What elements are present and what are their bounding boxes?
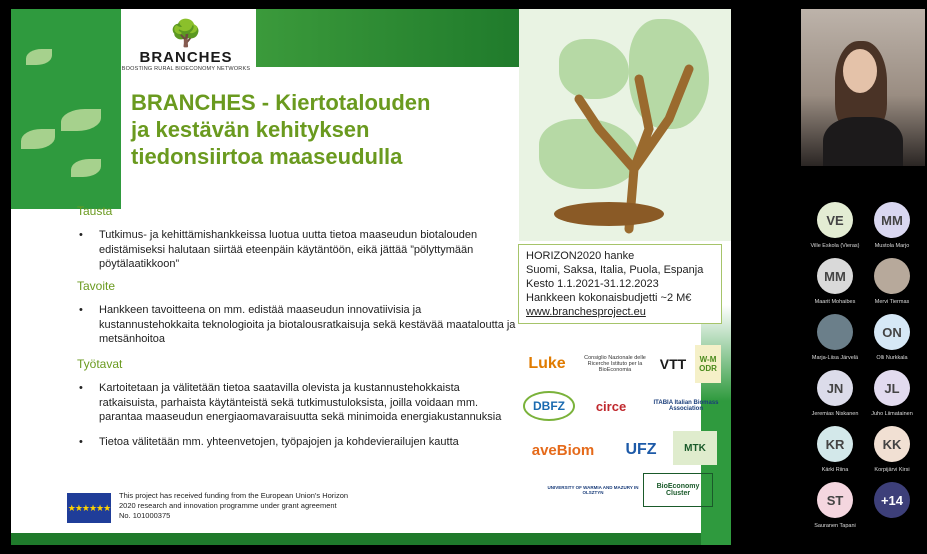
speaker-face <box>843 49 877 93</box>
more-participants-button[interactable]: +14 <box>874 482 910 518</box>
partner-logo-itabia: ITABIA Italian Biomass Association <box>653 400 719 412</box>
project-url-link[interactable]: www.branchesproject.eu <box>526 306 646 318</box>
decorative-right-strip <box>701 305 731 545</box>
active-speaker-video[interactable] <box>801 9 925 166</box>
title-line: ja kestävän kehityksen <box>131 117 370 142</box>
participant-avatar: ON <box>874 314 910 350</box>
participant-tile[interactable] <box>805 202 865 249</box>
participant-tile[interactable] <box>805 314 865 361</box>
bullet-item: • Hankkeen tavoitteena on mm. edistää maaseudun innovatiivisia ja kustannustehokkaita teknologioita ja biotalousratkaisuja sekä kestävää maataloutta ja metsänhoitoa <box>77 303 517 347</box>
partner-logo-bioeconomy-cluster: BioEconomy Cluster <box>643 473 713 507</box>
bullet-item: • Tutkimus- ja kehittämishankkeissa luotua uutta tietoa maaseudun biotalouden edistämiseksi halutaan siirtää eteenpäin käytäntöön, eikä jättää ”pölyttymään pöytälaatikkoon” <box>77 228 517 272</box>
decorative-green-band <box>256 9 526 67</box>
speaker-body <box>823 117 903 166</box>
project-line: Suomi, Saksa, Italia, Puola, Espanja <box>526 264 704 276</box>
europe-tree-illustration <box>519 9 731 241</box>
participant-name: Juho Liimatainen <box>871 411 913 417</box>
participant-tile[interactable] <box>862 482 922 523</box>
participant-tile[interactable] <box>805 426 865 473</box>
participant-avatar: KR <box>817 426 853 462</box>
section-heading: Tavoite <box>77 279 116 293</box>
participant-avatar <box>874 258 910 294</box>
partner-logo-vtt: VTT <box>659 356 687 372</box>
participant-name: Mervi Tiermas <box>874 299 910 305</box>
participant-name: Korpijärvi Kirsi <box>874 467 910 473</box>
participant-tile[interactable] <box>805 482 865 529</box>
partner-logo-wmodr: W-M ODR <box>695 345 721 383</box>
participant-avatar: MM <box>817 258 853 294</box>
partner-logo-dbfz: DBFZ <box>523 391 575 421</box>
participant-avatar: JN <box>817 370 853 406</box>
partner-logo-avebiom: aveBiom <box>531 441 595 459</box>
participant-tile[interactable] <box>862 370 922 417</box>
project-line: HORIZON2020 hanke <box>526 250 635 262</box>
participant-name: Jeremias Niskanen <box>811 411 859 417</box>
bullet-item: • Tietoa välitetään mm. yhteenvetojen, työpajojen ja kohdevierailujen kautta <box>77 435 517 450</box>
tree-icon: 🌳 <box>169 18 203 48</box>
participant-avatar: JL <box>874 370 910 406</box>
participant-avatar <box>817 314 853 350</box>
partner-logo-ufz: UFZ <box>625 441 657 458</box>
participant-name: Maarit Mohaibes <box>814 299 856 305</box>
participant-name: Mustola Marjo <box>874 243 910 249</box>
participant-tile[interactable] <box>862 258 922 305</box>
participant-name: Ville Eskola (Vieras) <box>810 243 860 249</box>
title-line: BRANCHES - Kiertotalouden <box>131 90 431 115</box>
participant-avatar: VE <box>817 202 853 238</box>
participant-name: Marja-Liisa Järvelä <box>811 355 859 361</box>
tree-branch-icon <box>519 9 731 241</box>
partner-logo-uwm: UNIVERSITY OF WARMIA AND MAZURY IN OLSZTYN <box>547 485 639 495</box>
participant-name: Olli Nurkkala <box>876 355 908 361</box>
eu-flag-icon: ★★★★★★ <box>67 493 111 523</box>
partner-logo-cnr: Consiglio Nazionale delle Ricerche Istituto per la BioEconomia <box>584 355 646 373</box>
branches-logo <box>121 17 251 72</box>
partner-logo-circe: circe <box>595 398 627 414</box>
project-line: Kesto 1.1.2021-31.12.2023 <box>526 278 659 290</box>
eu-funding-text: This project has received funding from the European Union's Horizon 2020 research and innovation programme under grant agreement No. 101000375 <box>119 491 349 520</box>
section-tavoite <box>77 279 517 357</box>
participant-avatar: ST <box>817 482 853 518</box>
decorative-bottom-bar <box>11 533 731 545</box>
title-line: tiedonsiirtoa maaseudulla <box>131 144 403 169</box>
participant-tile[interactable] <box>862 314 922 361</box>
shared-slide <box>11 9 731 545</box>
participant-name: Sauranen Tapani <box>814 523 856 529</box>
project-info-box <box>518 244 722 324</box>
participant-tile[interactable] <box>862 426 922 473</box>
eu-funding-notice <box>67 491 347 527</box>
participant-tile[interactable] <box>805 370 865 417</box>
participant-name: Kärki Riina <box>821 467 849 473</box>
logo-brand: BRANCHES <box>139 49 233 66</box>
logo-tagline: BOOSTING RURAL BIOECONOMY NETWORKS <box>121 66 251 72</box>
partner-logo-mtk: MTK <box>673 431 717 465</box>
participant-avatar: KK <box>874 426 910 462</box>
project-line: Hankkeen kokonaisbudjetti ~2 M€ <box>526 292 692 304</box>
decorative-leaf-corner <box>11 9 121 209</box>
participant-avatar: MM <box>874 202 910 238</box>
partner-logo-luke: Luke <box>528 355 566 372</box>
section-tausta <box>77 204 517 282</box>
section-heading: Tausta <box>77 204 113 218</box>
participant-tile[interactable] <box>805 258 865 305</box>
participant-tile[interactable] <box>862 202 922 249</box>
section-tyotavat <box>77 357 517 459</box>
section-heading: Työtavat <box>77 357 123 371</box>
slide-title <box>131 89 511 170</box>
bullet-item: • Kartoitetaan ja välitetään tietoa saatavilla olevista ja kustannustehokkaista ratkaisuista, parhaista käytänteistä sekä tutkimustuloksista, joilla voidaan mm. parantaa maaseudun energiaomavaraisuutta sekä minimoida energiakustannuksia <box>77 381 517 425</box>
